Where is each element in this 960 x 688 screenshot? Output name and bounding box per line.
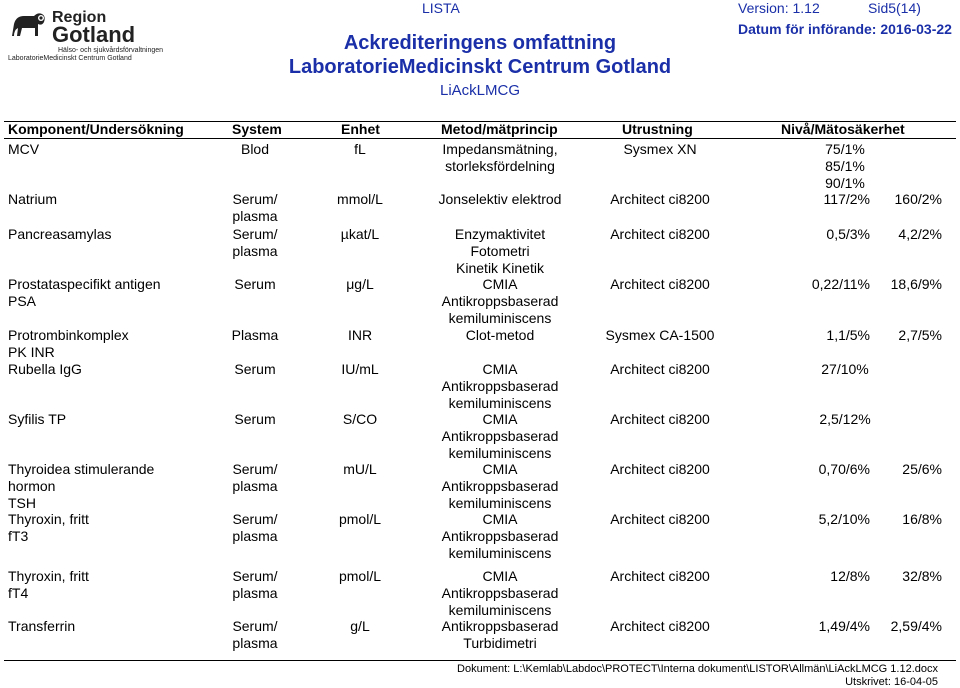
column-header-niva: Nivå/Mätosäkerhet <box>781 121 905 137</box>
cell-metod: CMIA <box>482 361 518 377</box>
cell-system: Serum <box>234 411 276 427</box>
cell-system: plasma <box>232 528 278 544</box>
cell-niva-high: 32/8% <box>902 568 942 584</box>
document-code: LiAckLMCG <box>439 82 521 99</box>
cell-komponent: Transferrin <box>8 618 76 634</box>
version-label: Version: 1.12 <box>738 0 820 16</box>
cell-enhet: mU/L <box>343 461 377 477</box>
cell-niva-low: 0,22/11% <box>811 276 870 292</box>
cell-system: plasma <box>232 478 278 494</box>
table-header-rule <box>4 138 956 139</box>
cell-metod: CMIA <box>482 276 518 292</box>
cell-utrustning: Architect ci8200 <box>610 276 710 292</box>
cell-enhet: pmol/L <box>338 568 382 584</box>
cell-komponent: PSA <box>8 293 37 309</box>
table-bottom-rule <box>4 660 956 661</box>
column-header-system: System <box>232 121 282 137</box>
cell-utrustning: Architect ci8200 <box>610 511 710 527</box>
cell-niva-high: 25/6% <box>902 461 942 477</box>
cell-niva-high: 2,7/5% <box>898 327 942 343</box>
cell-utrustning: Architect ci8200 <box>610 618 710 634</box>
list-label: LISTA <box>422 0 460 16</box>
cell-niva: 27/10% <box>821 361 869 377</box>
cell-metod: Antikroppsbaserad <box>441 528 559 544</box>
cell-metod: Antikroppsbaserad <box>441 585 559 601</box>
cell-komponent: Syfilis TP <box>8 411 67 427</box>
cell-system: Serum/ <box>232 191 278 207</box>
cell-enhet: S/CO <box>342 411 378 427</box>
cell-metod: kemiluminiscens <box>448 545 552 561</box>
cell-utrustning: Architect ci8200 <box>610 411 710 427</box>
cell-niva-low: 0,5/3% <box>826 226 870 242</box>
cell-niva-low: 1,49/4% <box>818 618 870 634</box>
cell-metod: Antikroppsbaserad <box>441 428 559 444</box>
column-header-enhet: Enhet <box>341 121 380 137</box>
cell-system: plasma <box>232 635 278 651</box>
cell-system: Serum/ <box>232 226 278 242</box>
cell-metod: kemiluminiscens <box>448 395 552 411</box>
cell-utrustning: Sysmex CA-1500 <box>605 327 715 343</box>
cell-niva-low: 1,1/5% <box>826 327 870 343</box>
cell-system: Serum/ <box>232 618 278 634</box>
cell-komponent: Protrombinkomplex <box>8 327 129 343</box>
cell-metod: kemiluminiscens <box>448 602 552 618</box>
column-header-metod: Metod/mätprincip <box>441 121 558 137</box>
cell-komponent: Thyroidea stimulerande <box>8 461 155 477</box>
cell-system: Serum/ <box>232 461 278 477</box>
cell-enhet: fL <box>354 141 366 157</box>
cell-enhet: IU/mL <box>341 361 379 377</box>
cell-enhet: µkat/L <box>340 226 380 242</box>
cell-system: Serum/ <box>232 511 278 527</box>
page-subtitle: LaboratorieMedicinskt Centrum Gotland <box>288 56 672 78</box>
cell-komponent: TSH <box>8 495 36 511</box>
cell-metod: storleksfördelning <box>445 158 555 174</box>
cell-system: Blod <box>240 141 270 157</box>
cell-metod: Turbidimetri <box>463 635 537 651</box>
cell-niva-high: 18,6/9% <box>890 276 942 292</box>
cell-enhet: INR <box>347 327 373 343</box>
cell-niva-low: 5,2/10% <box>818 511 870 527</box>
cell-utrustning: Architect ci8200 <box>610 361 710 377</box>
cell-komponent: Rubella IgG <box>8 361 82 377</box>
cell-komponent: hormon <box>8 478 56 494</box>
cell-metod: Enzymaktivitet <box>454 226 546 242</box>
cell-enhet: pmol/L <box>338 511 382 527</box>
cell-system: Serum/ <box>232 568 278 584</box>
cell-niva-low: 12/8% <box>830 568 870 584</box>
cell-niva-low: 117/2% <box>823 191 870 207</box>
cell-metod: Jonselektiv elektrod <box>438 191 562 207</box>
cell-system: Serum <box>234 361 276 377</box>
cell-komponent: fT3 <box>8 528 29 544</box>
cell-metod: Clot-metod <box>465 327 535 343</box>
cell-niva-low: 0,70/6% <box>818 461 870 477</box>
cell-metod: Antikroppsbaserad <box>441 618 559 634</box>
cell-niva-high: 16/8% <box>902 511 942 527</box>
cell-komponent: Thyroxin, fritt <box>8 568 89 584</box>
column-header-utrustning: Utrustning <box>622 121 693 137</box>
cell-metod: CMIA <box>482 511 518 527</box>
cell-komponent: Prostataspecifikt antigen <box>8 276 161 292</box>
cell-metod: Antikroppsbaserad <box>441 293 559 309</box>
cell-komponent: Natrium <box>8 191 58 207</box>
cell-utrustning: Architect ci8200 <box>610 226 710 242</box>
cell-system: plasma <box>232 585 278 601</box>
cell-enhet: g/L <box>350 618 370 634</box>
cell-komponent: fT4 <box>8 585 29 601</box>
column-header-komponent: Komponent/Undersökning <box>8 121 184 137</box>
cell-metod: Antikroppsbaserad <box>441 478 559 494</box>
cell-utrustning: Architect ci8200 <box>610 461 710 477</box>
cell-komponent: Thyroxin, fritt <box>8 511 89 527</box>
cell-metod: Fotometri <box>470 243 530 259</box>
cell-metod: CMIA <box>482 461 518 477</box>
document-path: Dokument: L:\Kemlab\Labdoc\PROTECT\Interna dokument\LISTOR\Allmän\LiAckLMCG 1.12.docx <box>457 663 938 675</box>
cell-system: plasma <box>232 208 278 224</box>
cell-niva: 2,5/12% <box>819 411 871 427</box>
cell-niva-high: 4,2/2% <box>898 226 942 242</box>
page-number: Sid5(14) <box>868 0 921 16</box>
cell-metod: Antikroppsbaserad <box>441 378 559 394</box>
cell-system: Serum <box>234 276 276 292</box>
cell-metod: kemiluminiscens <box>448 445 552 461</box>
cell-komponent: MCV <box>8 141 40 157</box>
cell-system: Plasma <box>231 327 279 343</box>
cell-niva-high: 2,59/4% <box>890 618 942 634</box>
cell-metod: CMIA <box>482 411 518 427</box>
cell-metod: kemiluminiscens <box>448 310 552 326</box>
cell-komponent: PK INR <box>8 344 55 360</box>
cell-komponent: Pancreasamylas <box>8 226 112 242</box>
cell-enhet: μg/L <box>346 276 374 292</box>
cell-enhet: mmol/L <box>337 191 383 207</box>
logo-subtitle-2: LaboratorieMedicinskt Centrum Gotland <box>8 55 132 62</box>
cell-metod: kemiluminiscens <box>448 495 552 511</box>
cell-niva: 85/1% <box>825 158 865 174</box>
logo-region-text: Region <box>52 9 107 26</box>
cell-system: plasma <box>232 243 278 259</box>
cell-utrustning: Sysmex XN <box>623 141 697 157</box>
cell-utrustning: Architect ci8200 <box>610 568 710 584</box>
cell-metod: Impedansmätning, <box>442 141 558 157</box>
cell-metod: Kinetik Kinetik <box>456 260 544 276</box>
introduction-date: Datum för införande: 2016-03-22 <box>738 21 952 37</box>
printed-date: Utskrivet: 16-04-05 <box>845 676 938 688</box>
logo-subtitle-1: Hälso- och sjukvårdsförvaltningen <box>58 47 164 54</box>
cell-metod: CMIA <box>482 568 518 584</box>
cell-niva: 75/1% <box>825 141 865 157</box>
cell-niva-high: 160/2% <box>894 191 942 207</box>
logo-gotland-text: Gotland <box>52 22 136 47</box>
cell-utrustning: Architect ci8200 <box>610 191 710 207</box>
page-title: Ackrediteringens omfattning <box>343 32 617 54</box>
cell-niva: 90/1% <box>825 175 865 191</box>
